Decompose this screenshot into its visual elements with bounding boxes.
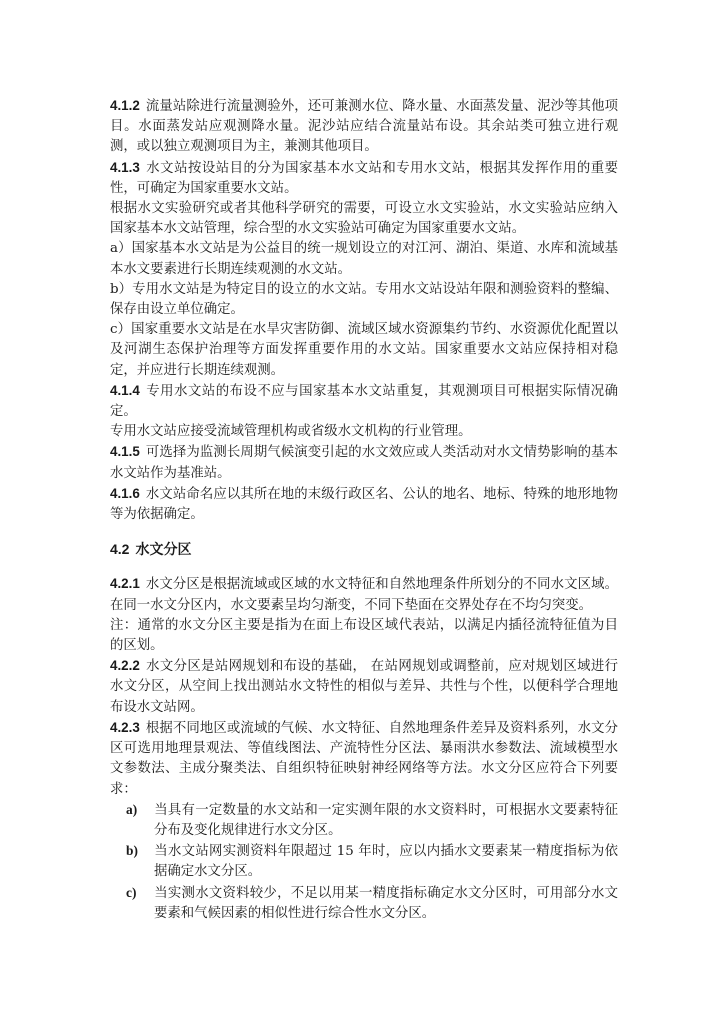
clause-4-1-3-paragraph: 根据水文实验研究或者其他科学研究的需要，可设立水文实验站，水文实验站应纳入国家基本水文站管理，综合型的水文实验站可确定为国家重要水文站。 — [110, 201, 618, 237]
requirement-text: 当水文站网实测资料年限超过 15 年时，应以内插水文要素某一精度指标为依据确定水文分区。 — [154, 844, 618, 880]
requirement-text: 当实测水文资料较少，不足以用某一精度指标确定水文分区时，可用部分水文要素和气候因素的相似性进行综合性水文分区。 — [154, 885, 618, 921]
section-heading-4-2 — [110, 539, 618, 560]
clause-text: 水文分区是站网规划和布设的基础， 在站网规划或调整前，应对规划区域进行水文分区，从空间上找出测站水文特性的相似与差异、共性与个性，以便科学合理地布设水文站网。 — [110, 659, 618, 715]
clause-4-1-6 — [110, 484, 618, 525]
item-a: a）国家基本水文站是为公益目的统一规划设立的对江河、湖泊、渠道、水库和流域基本水文要素进行长期连续观测的水文站。 — [110, 241, 618, 277]
requirement-label: b) — [126, 843, 138, 859]
clause-number: 4.1.2 — [110, 98, 140, 113]
clause-4-1-2 — [110, 96, 618, 158]
clause-number: 4.2.1 — [110, 576, 140, 592]
clause-4-2-1 — [110, 574, 618, 615]
clause-text: 专用水文站的布设不应与国家基本水文站重复，其观测项目可根据实际情况确定。 — [110, 383, 618, 420]
clause-text: 水文分区是根据流域或区域的水文特征和自然地理条件所划分的不同水文区域。在同一水文分区内，水文要素呈均匀渐变，不同下垫面在交界处存在不均匀突变。 — [110, 577, 618, 613]
clause-4-1-5 — [110, 442, 618, 483]
clause-4-1-3 — [110, 158, 618, 199]
clause-4-1-4 — [110, 381, 618, 422]
item-c: c）国家重要水文站是在水旱灾害防御、流域区域水资源集约节约、水资源优化配置以及河湖生态保护治理等方面发挥重要作用的水文站。国家重要水文站应保持相对稳定，并应进行长期连续观测。 — [110, 322, 618, 378]
clause-4-2-3 — [110, 718, 618, 800]
clause-text: 流量站除进行流量测验外，还可兼测水位、降水量、水面蒸发量、泥沙等其他项目。水面蒸发站应观测降水量。泥沙站应结合流量站布设。其余站类可独立进行观测，或以独立观测项目为主，兼测其他项目。 — [110, 99, 618, 155]
section-title: 水文分区 — [135, 542, 192, 559]
requirement-text: 当具有一定数量的水文站和一定实测年限的水文资料时，可根据水文要素特征分布及变化规律进行水文分区。 — [154, 802, 618, 838]
clause-number: 4.1.4 — [110, 382, 140, 398]
requirement-b — [126, 841, 618, 882]
requirement-a — [126, 800, 618, 841]
clause-4-2-2 — [110, 656, 618, 718]
clause-number: 4.1.3 — [110, 159, 140, 175]
item-b: b）专用水文站是为特定目的设立的水文站。专用水文站设站年限和测验资料的整编、保存由设立单位确定。 — [110, 281, 618, 318]
requirement-c — [126, 883, 618, 924]
requirement-label: a) — [126, 801, 138, 817]
clause-number: 4.1.6 — [110, 485, 140, 501]
document-body — [110, 96, 618, 924]
requirement-label: c) — [126, 884, 137, 900]
clause-number: 4.1.5 — [110, 444, 140, 460]
note: 注：通常的水文分区主要是指为在面上布设区域代表站，以满足内插径流特征值为目的区划。 — [110, 617, 618, 654]
clause-text: 水文站按设站目的分为国家基本水文站和专用水文站，根据其发挥作用的重要性，可确定为国家重要水文站。 — [110, 160, 618, 196]
clause-number: 4.2.2 — [110, 658, 140, 674]
clause-4-1-4-paragraph: 专用水文站应接受流域管理机构或省级水文机构的行业管理。 — [110, 424, 472, 440]
clause-number: 4.2.3 — [110, 719, 140, 735]
section-number: 4.2 — [110, 541, 130, 558]
clause-text: 根据不同地区或流域的气候、水文特征、自然地理条件差异及资料系列，水文分区可选用地理景观法、等值线图法、产流特性分区法、暴雨洪水参数法、流域模型水文参数法、主成分聚类法、自组织特征映射神经网络等方法。水文分区应符合下列要求： — [110, 720, 618, 797]
clause-text: 水文站命名应以其所在地的末级行政区名、公认的地名、地标、特殊的地形地物等为依据确定。 — [110, 486, 618, 523]
clause-text: 可选择为监测长周期气候演变引起的水文效应或人类活动对水文情势影响的基本水文站作为基准站。 — [110, 445, 618, 481]
